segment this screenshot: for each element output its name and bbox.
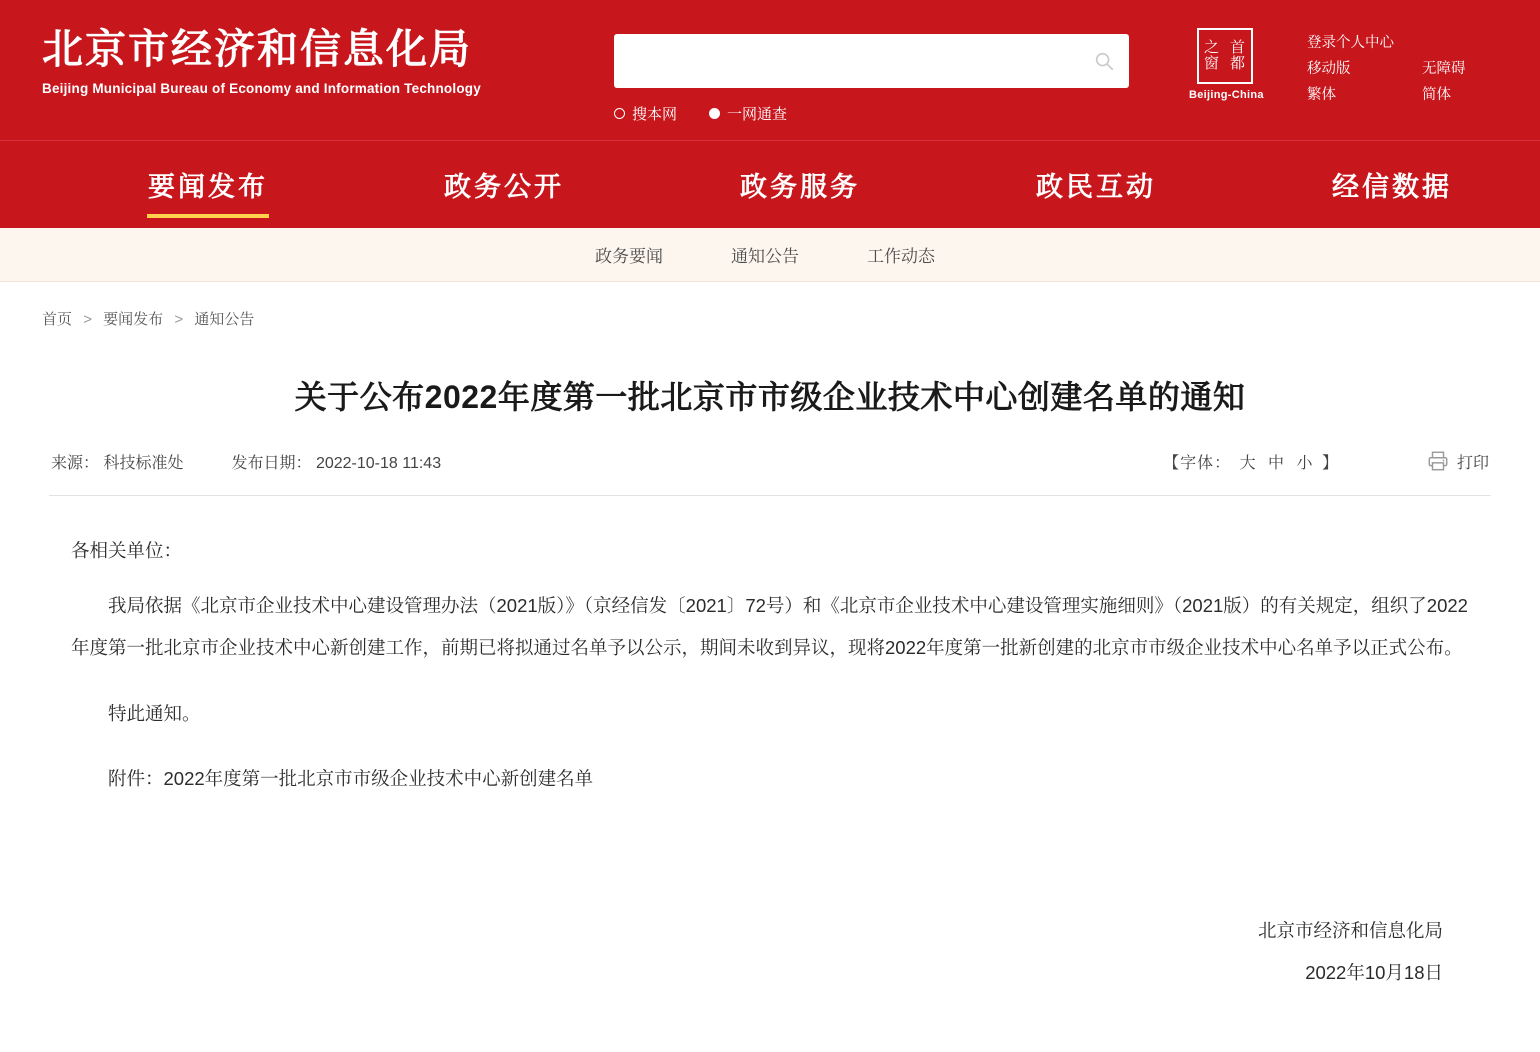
article-meta-bar xyxy=(49,450,1491,496)
article-date-label: 发布日期： xyxy=(231,454,312,472)
radio-checked-icon[interactable] xyxy=(709,108,720,119)
site-logo[interactable] xyxy=(42,24,562,96)
article xyxy=(45,351,1495,995)
site-logo-cn: 北京市经济和信息化局 xyxy=(42,26,472,72)
link-accessibility[interactable]: 无障碍 xyxy=(1422,61,1466,77)
link-login-personal-center[interactable]: 登录个人中心 xyxy=(1307,35,1394,51)
signature-date: 2022年10月18日 xyxy=(1305,962,1443,984)
seal-char-2: 首 xyxy=(1229,38,1246,57)
print-button-label: 打印 xyxy=(1456,454,1489,472)
seal-char-3: 窗 xyxy=(1203,54,1220,72)
page-title: 关于公布2022年度第一批北京市市级企业技术中心创建名单的通知 xyxy=(294,379,1246,415)
site-logo-en: Beijing Municipal Bureau of Economy and Information Technology xyxy=(42,81,481,97)
nav-item-zhengwufuwu[interactable]: 政务服务 xyxy=(740,172,860,202)
font-size-small-button[interactable]: 小 xyxy=(1296,454,1314,472)
beijing-seal-icon xyxy=(1197,28,1253,84)
subnav-item-tongzhigonggao[interactable]: 通知公告 xyxy=(731,247,799,266)
breadcrumb-item-tongzhigonggao[interactable]: 通知公告 xyxy=(194,311,255,328)
beijing-logo-caption: Beijing-China xyxy=(1189,89,1264,101)
search-scope-option-network[interactable] xyxy=(709,103,787,124)
nav-item-zhengwugongkai[interactable]: 政务公开 xyxy=(444,172,564,202)
subnav-item-zhengwuyaowen[interactable]: 政务要闻 xyxy=(595,247,663,266)
article-paragraph-greeting: 各相关单位： xyxy=(71,539,183,561)
print-button[interactable] xyxy=(1427,450,1489,473)
radio-icon[interactable] xyxy=(614,108,625,119)
nav-item-zhengminhudong[interactable]: 政民互动 xyxy=(1036,172,1156,202)
article-attachment[interactable]: 附件：2022年度第一批北京市市级企业技术中心新创建名单 xyxy=(108,768,594,790)
search-scope-option-network-label: 一网通查 xyxy=(727,106,788,123)
breadcrumb xyxy=(0,282,1540,351)
search-icon[interactable] xyxy=(1093,50,1115,72)
search-scope-options xyxy=(614,103,1129,124)
breadcrumb-separator: > xyxy=(83,311,92,328)
signature-organization: 北京市经济和信息化局 xyxy=(1257,919,1443,941)
font-size-control xyxy=(1163,450,1339,473)
main-nav xyxy=(0,140,1540,228)
search-block xyxy=(614,34,1129,124)
link-traditional-chinese[interactable]: 繁体 xyxy=(1307,87,1336,103)
article-content xyxy=(49,496,1491,995)
site-header xyxy=(0,0,1540,140)
sub-nav xyxy=(0,228,1540,282)
article-paragraph-notice: 特此通知。 xyxy=(108,702,201,724)
article-signature xyxy=(71,910,1469,995)
seal-char-4: 都 xyxy=(1229,54,1246,72)
subnav-item-gongzuodongtai[interactable]: 工作动态 xyxy=(867,247,935,266)
font-size-label-open: 【字体： xyxy=(1163,454,1232,472)
printer-icon xyxy=(1427,450,1449,472)
utility-links xyxy=(1307,30,1537,108)
article-paragraph-body: 我局依据《北京市企业技术中心建设管理办法（2021版）》（京经信发〔2021〕72号）和《北京市企业技术中心建设管理实施细则》（2021版）的有关规定，组织了2022年度第一批北京市企业技术中心新创建工作，前期已将拟通过名单予以公示，期间未收到异议，现将2022年度第一批新创建的北京市市级企业技术中心名单予以正式公布。 xyxy=(71,595,1468,659)
article-date-value: 2022-10-18 11:43 xyxy=(315,454,442,472)
article-source-value: 科技标准处 xyxy=(103,454,184,472)
breadcrumb-item-home[interactable]: 首页 xyxy=(42,311,73,328)
article-source xyxy=(51,450,183,473)
nav-item-jingxinshuju[interactable]: 经信数据 xyxy=(1332,172,1452,202)
breadcrumb-item-yaowenfabu[interactable]: 要闻发布 xyxy=(103,311,164,328)
font-size-medium-button[interactable]: 中 xyxy=(1268,454,1286,472)
beijing-window-logo[interactable] xyxy=(1189,28,1264,101)
nav-item-yaowenfabu[interactable]: 要闻发布 xyxy=(60,141,356,228)
search-scope-option-site-label: 搜本网 xyxy=(632,106,678,123)
seal-char-1: 之 xyxy=(1203,38,1220,57)
search-input[interactable] xyxy=(628,34,1093,88)
search-scope-option-site[interactable] xyxy=(614,103,677,124)
link-mobile-version[interactable]: 移动版 xyxy=(1307,61,1351,77)
search-bar[interactable] xyxy=(614,34,1129,88)
link-simplified-chinese[interactable]: 简体 xyxy=(1422,87,1451,103)
font-size-large-button[interactable]: 大 xyxy=(1239,454,1257,472)
breadcrumb-separator: > xyxy=(174,311,184,328)
article-meta-left xyxy=(51,450,489,473)
font-size-label-close: 】 xyxy=(1321,454,1339,472)
article-date xyxy=(231,450,441,473)
article-meta-right xyxy=(1163,450,1489,473)
article-source-label: 来源： xyxy=(51,454,100,472)
